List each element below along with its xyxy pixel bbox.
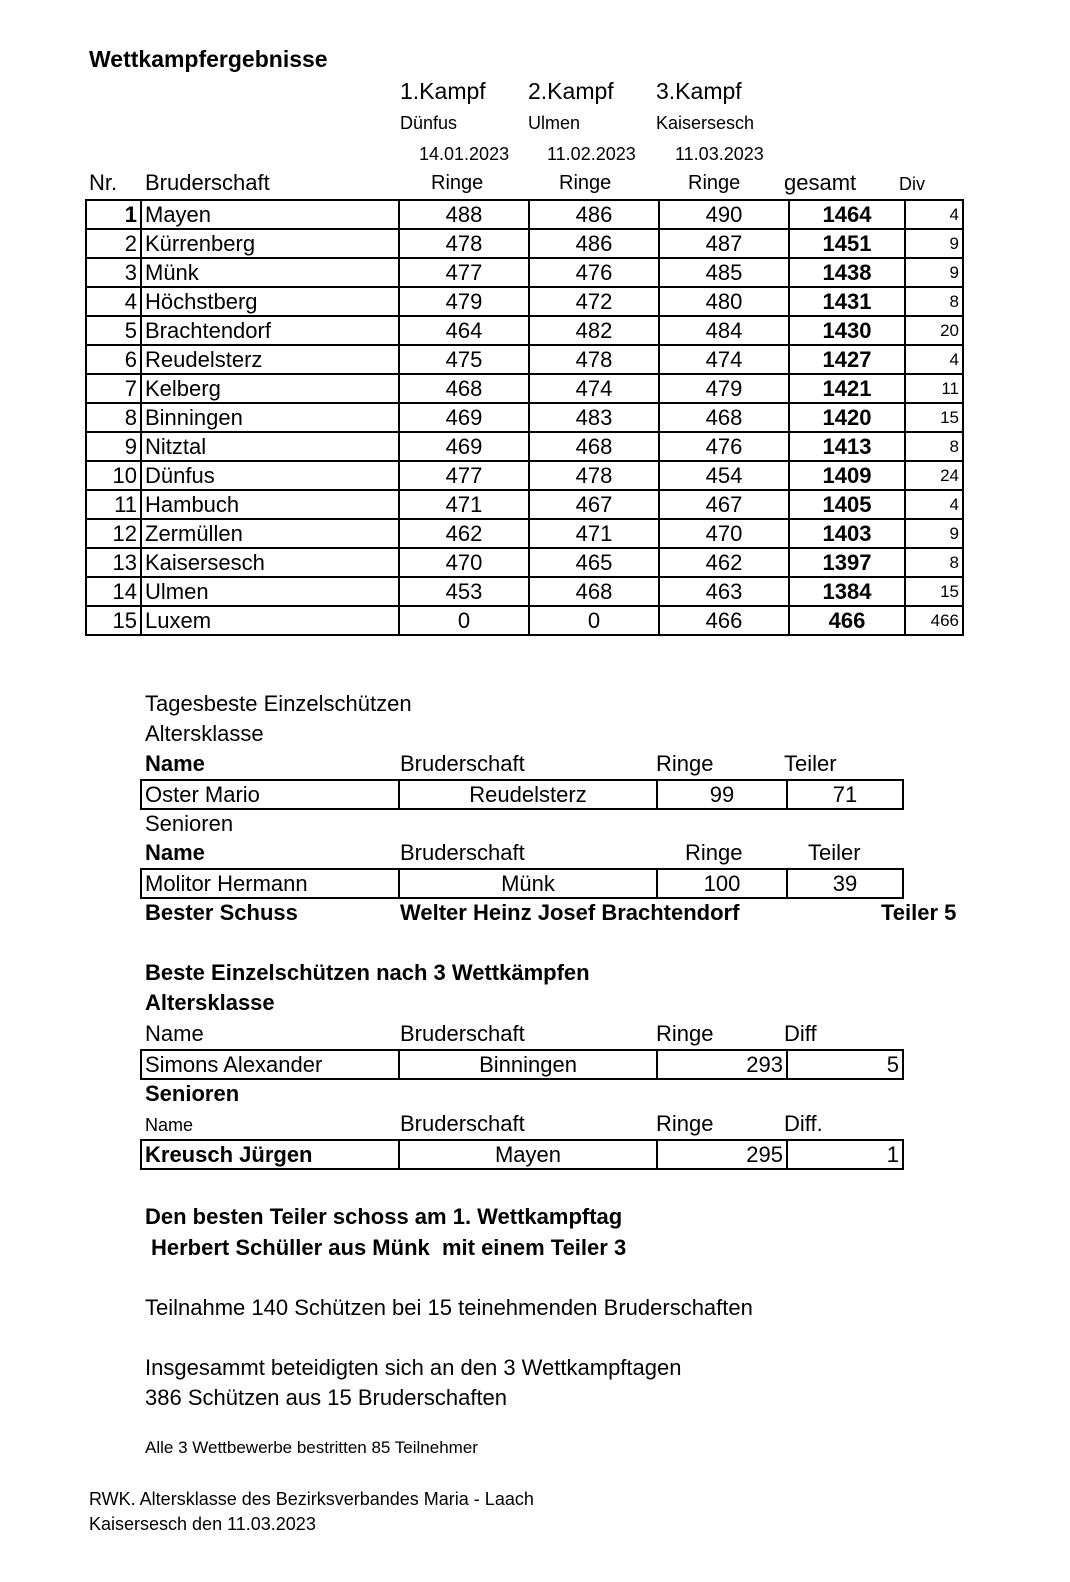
div: 15 bbox=[905, 403, 963, 432]
club: Kürrenberg bbox=[141, 229, 399, 258]
total: 1438 bbox=[789, 258, 905, 287]
overall-ak-header-ringe: Ringe bbox=[656, 1021, 714, 1046]
daily-best-altersklasse-table bbox=[140, 779, 904, 810]
rank: 1 bbox=[86, 200, 141, 229]
best-teiler-line-2: Herbert Schüller aus Münk mit einem Teiler 3 bbox=[151, 1235, 627, 1260]
club: Dünfus bbox=[141, 461, 399, 490]
total: 1413 bbox=[789, 432, 905, 461]
total: 1409 bbox=[789, 461, 905, 490]
header-ringe-2: Ringe bbox=[559, 172, 612, 194]
div: 8 bbox=[905, 548, 963, 577]
club: Zermüllen bbox=[141, 519, 399, 548]
score-1: 462 bbox=[399, 519, 529, 548]
score-2: 482 bbox=[529, 316, 659, 345]
best-teiler-line-1: Den besten Teiler schoss am 1. Wettkampftag bbox=[145, 1204, 623, 1229]
overall-ak-header-diff: Diff bbox=[784, 1021, 817, 1046]
overall-best-altersklasse-table bbox=[140, 1049, 904, 1080]
overall-best-altersklasse-label: Altersklasse bbox=[145, 990, 275, 1015]
table-row bbox=[86, 374, 963, 403]
daily-best-ak-header-name: Name bbox=[145, 751, 205, 776]
rank: 11 bbox=[86, 490, 141, 519]
rank: 9 bbox=[86, 432, 141, 461]
daily-best-sen-header-club: Bruderschaft bbox=[400, 840, 525, 865]
club: Ulmen bbox=[141, 577, 399, 606]
best-shot-teiler: Teiler 5 bbox=[881, 900, 957, 925]
rank: 3 bbox=[86, 258, 141, 287]
div: 9 bbox=[905, 258, 963, 287]
header-ringe-3: Ringe bbox=[688, 172, 741, 194]
score-1: 0 bbox=[399, 606, 529, 635]
score-2: 483 bbox=[529, 403, 659, 432]
div: 9 bbox=[905, 519, 963, 548]
rank: 15 bbox=[86, 606, 141, 635]
rank: 7 bbox=[86, 374, 141, 403]
score-3: 474 bbox=[659, 345, 789, 374]
best-shot-shooter: Welter Heinz Josef Brachtendorf bbox=[400, 900, 740, 925]
competition-3-label: 3.Kampf bbox=[656, 78, 742, 104]
table-row bbox=[86, 577, 963, 606]
rank: 12 bbox=[86, 519, 141, 548]
div: 8 bbox=[905, 432, 963, 461]
total: 1397 bbox=[789, 548, 905, 577]
score-1: 477 bbox=[399, 258, 529, 287]
shooter-club: Mayen bbox=[399, 1140, 657, 1169]
rank: 4 bbox=[86, 287, 141, 316]
table-row bbox=[86, 316, 963, 345]
club: Kaisersesch bbox=[141, 548, 399, 577]
competition-1-label: 1.Kampf bbox=[400, 78, 486, 104]
score-1: 479 bbox=[399, 287, 529, 316]
page-title: Wettkampfergebnisse bbox=[89, 46, 328, 72]
competition-3-place: Kaisersesch bbox=[656, 113, 755, 133]
club: Brachtendorf bbox=[141, 316, 399, 345]
score-1: 469 bbox=[399, 403, 529, 432]
shooter-ringe: 100 bbox=[657, 869, 787, 898]
competition-2-date: 11.02.2023 bbox=[547, 144, 636, 164]
header-total: gesamt bbox=[784, 170, 857, 195]
table-row bbox=[86, 403, 963, 432]
table-row bbox=[86, 490, 963, 519]
daily-best-senioren-table bbox=[140, 868, 904, 899]
score-3: 487 bbox=[659, 229, 789, 258]
score-1: 475 bbox=[399, 345, 529, 374]
daily-best-senioren-label: Senioren bbox=[145, 811, 234, 836]
div: 8 bbox=[905, 287, 963, 316]
score-3: 485 bbox=[659, 258, 789, 287]
table-row bbox=[141, 780, 903, 809]
score-1: 469 bbox=[399, 432, 529, 461]
total: 1405 bbox=[789, 490, 905, 519]
competition-3-date: 11.03.2023 bbox=[675, 144, 764, 164]
total: 1451 bbox=[789, 229, 905, 258]
participation-note: Teilnahme 140 Schützen bei 15 teinehmenden Bruderschaften bbox=[145, 1295, 753, 1320]
score-2: 468 bbox=[529, 432, 659, 461]
shooter-ringe: 293 bbox=[657, 1050, 787, 1079]
div: 15 bbox=[905, 577, 963, 606]
div: 20 bbox=[905, 316, 963, 345]
score-3: 463 bbox=[659, 577, 789, 606]
table-row bbox=[86, 200, 963, 229]
div: 9 bbox=[905, 229, 963, 258]
total: 1431 bbox=[789, 287, 905, 316]
header-nr: Nr. bbox=[89, 170, 118, 195]
header-div: Div bbox=[899, 174, 925, 194]
daily-best-sen-header-teiler: Teiler bbox=[808, 840, 861, 865]
table-row bbox=[86, 606, 963, 635]
total: 1430 bbox=[789, 316, 905, 345]
score-2: 486 bbox=[529, 200, 659, 229]
club: Binningen bbox=[141, 403, 399, 432]
table-row bbox=[86, 519, 963, 548]
table-row bbox=[86, 432, 963, 461]
score-1: 477 bbox=[399, 461, 529, 490]
rank: 6 bbox=[86, 345, 141, 374]
overall-ak-header-name: Name bbox=[145, 1021, 204, 1046]
table-row bbox=[86, 461, 963, 490]
table-row bbox=[86, 345, 963, 374]
total: 1464 bbox=[789, 200, 905, 229]
table-row bbox=[86, 548, 963, 577]
score-3: 484 bbox=[659, 316, 789, 345]
table-row bbox=[86, 229, 963, 258]
score-3: 466 bbox=[659, 606, 789, 635]
div: 11 bbox=[905, 374, 963, 403]
div: 4 bbox=[905, 345, 963, 374]
score-3: 454 bbox=[659, 461, 789, 490]
all-three-note: Alle 3 Wettbewerbe bestritten 85 Teilnehmer bbox=[145, 1438, 478, 1457]
rank: 5 bbox=[86, 316, 141, 345]
score-3: 490 bbox=[659, 200, 789, 229]
club: Höchstberg bbox=[141, 287, 399, 316]
score-3: 470 bbox=[659, 519, 789, 548]
daily-best-ak-header-teiler: Teiler bbox=[784, 751, 837, 776]
shooter-name: Simons Alexander bbox=[141, 1050, 399, 1079]
score-2: 476 bbox=[529, 258, 659, 287]
score-1: 453 bbox=[399, 577, 529, 606]
score-3: 480 bbox=[659, 287, 789, 316]
score-2: 468 bbox=[529, 577, 659, 606]
footer-line-1: RWK. Altersklasse des Bezirksverbandes Maria - Laach bbox=[89, 1489, 534, 1509]
total: 466 bbox=[789, 606, 905, 635]
results-table bbox=[85, 199, 964, 636]
daily-best-sen-header-ringe: Ringe bbox=[685, 840, 743, 865]
shooter-club: Münk bbox=[399, 869, 657, 898]
club: Mayen bbox=[141, 200, 399, 229]
daily-best-ak-header-club: Bruderschaft bbox=[400, 751, 525, 776]
table-row bbox=[141, 1050, 903, 1079]
div: 4 bbox=[905, 490, 963, 519]
total: 1403 bbox=[789, 519, 905, 548]
score-3: 476 bbox=[659, 432, 789, 461]
header-ringe-1: Ringe bbox=[431, 172, 484, 194]
total: 1384 bbox=[789, 577, 905, 606]
shooter-club: Reudelsterz bbox=[399, 780, 657, 809]
overall-sen-header-name: Name bbox=[145, 1115, 194, 1135]
footer-line-2: Kaisersesch den 11.03.2023 bbox=[89, 1514, 316, 1534]
shooter-diff: 1 bbox=[787, 1140, 903, 1169]
rank: 8 bbox=[86, 403, 141, 432]
club: Nitztal bbox=[141, 432, 399, 461]
club: Hambuch bbox=[141, 490, 399, 519]
daily-best-ak-header-ringe: Ringe bbox=[656, 751, 714, 776]
competition-1-place: Dünfus bbox=[400, 113, 458, 133]
score-2: 478 bbox=[529, 461, 659, 490]
score-2: 486 bbox=[529, 229, 659, 258]
shooter-diff: 5 bbox=[787, 1050, 903, 1079]
shooter-name: Oster Mario bbox=[141, 780, 399, 809]
overall-ak-header-club: Bruderschaft bbox=[400, 1021, 525, 1046]
score-2: 478 bbox=[529, 345, 659, 374]
score-1: 478 bbox=[399, 229, 529, 258]
score-1: 471 bbox=[399, 490, 529, 519]
total: 1427 bbox=[789, 345, 905, 374]
div: 4 bbox=[905, 200, 963, 229]
overall-best-senioren-label: Senioren bbox=[145, 1081, 240, 1106]
score-1: 488 bbox=[399, 200, 529, 229]
rank: 2 bbox=[86, 229, 141, 258]
shooter-teiler: 71 bbox=[787, 780, 903, 809]
score-3: 468 bbox=[659, 403, 789, 432]
total: 1420 bbox=[789, 403, 905, 432]
competition-2-label: 2.Kampf bbox=[528, 78, 614, 104]
header-club: Bruderschaft bbox=[145, 170, 270, 195]
score-1: 470 bbox=[399, 548, 529, 577]
score-2: 471 bbox=[529, 519, 659, 548]
total: 1421 bbox=[789, 374, 905, 403]
shooter-teiler: 39 bbox=[787, 869, 903, 898]
overall-best-heading: Beste Einzelschützen nach 3 Wettkämpfen bbox=[145, 960, 590, 985]
shooter-name: Kreusch Jürgen bbox=[141, 1140, 399, 1169]
rank: 13 bbox=[86, 548, 141, 577]
competition-2-place: Ulmen bbox=[528, 113, 581, 133]
table-row bbox=[86, 287, 963, 316]
score-1: 464 bbox=[399, 316, 529, 345]
score-3: 479 bbox=[659, 374, 789, 403]
score-2: 465 bbox=[529, 548, 659, 577]
div: 24 bbox=[905, 461, 963, 490]
rank: 14 bbox=[86, 577, 141, 606]
daily-best-sen-header-name: Name bbox=[145, 840, 205, 865]
overall-sen-header-club: Bruderschaft bbox=[400, 1111, 525, 1136]
rank: 10 bbox=[86, 461, 141, 490]
score-2: 472 bbox=[529, 287, 659, 316]
best-shot-label: Bester Schuss bbox=[145, 900, 298, 925]
score-3: 467 bbox=[659, 490, 789, 519]
club: Luxem bbox=[141, 606, 399, 635]
club: Reudelsterz bbox=[141, 345, 399, 374]
score-2: 0 bbox=[529, 606, 659, 635]
shooter-ringe: 295 bbox=[657, 1140, 787, 1169]
overall-sen-header-diff: Diff. bbox=[784, 1111, 823, 1136]
total-participation-line-1: Insgesammt beteidigten sich an den 3 Wettkampftagen bbox=[145, 1355, 682, 1380]
overall-sen-header-ringe: Ringe bbox=[656, 1111, 714, 1136]
daily-best-heading: Tagesbeste Einzelschützen bbox=[145, 691, 412, 716]
score-1: 468 bbox=[399, 374, 529, 403]
score-2: 474 bbox=[529, 374, 659, 403]
table-row bbox=[141, 869, 903, 898]
daily-best-altersklasse-label: Altersklasse bbox=[145, 721, 264, 746]
overall-best-senioren-table bbox=[140, 1139, 904, 1170]
total-participation-line-2: 386 Schützen aus 15 Bruderschaften bbox=[145, 1385, 508, 1410]
div: 466 bbox=[905, 606, 963, 635]
table-row bbox=[141, 1140, 903, 1169]
competition-1-date: 14.01.2023 bbox=[419, 144, 510, 164]
shooter-ringe: 99 bbox=[657, 780, 787, 809]
table-row bbox=[86, 258, 963, 287]
shooter-name: Molitor Hermann bbox=[141, 869, 399, 898]
score-3: 462 bbox=[659, 548, 789, 577]
score-2: 467 bbox=[529, 490, 659, 519]
shooter-club: Binningen bbox=[399, 1050, 657, 1079]
club: Münk bbox=[141, 258, 399, 287]
club: Kelberg bbox=[141, 374, 399, 403]
